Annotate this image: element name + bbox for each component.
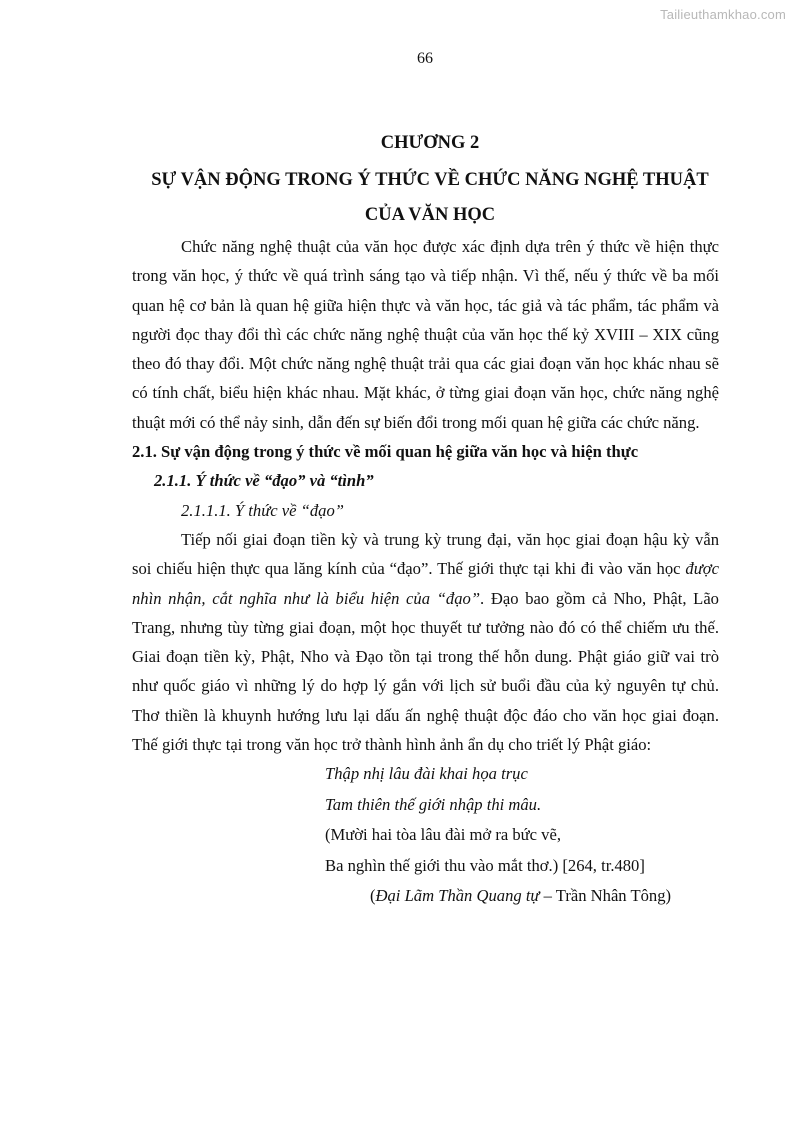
watermark: Tailieuthamkhao.com xyxy=(660,7,786,22)
attribution-author: – Trần Nhân Tông) xyxy=(539,886,672,906)
body-paragraph xyxy=(132,525,719,759)
attribution-paren: ( xyxy=(370,886,376,906)
poem-quotation xyxy=(132,759,719,912)
body-paragraph-text: . Đạo bao gồm cả Nho, Phật, Lão Trang, nhưng tùy từng giai đoạn, một học thuyết tư tưởng nào đó có thể chiếm ưu thế. Giai đoạn tiền kỳ, Phật, Nho và Đạo tồn tại trong thế hỗn dung. Phật giáo giữ vai trò như quốc giáo vì những lý do hợp lý gắn với lịch sử buổi đầu của kỷ nguyên tự chủ. Thơ thiền là khuynh hướng lưu lại dấu ấn nghệ thuật độc đáo cho văn học giai đoạn. Thế giới thực tại trong văn học trở thành hình ảnh ẩn dụ cho triết lý Phật giáo: xyxy=(132,588,719,755)
chapter-title-line1: SỰ VẬN ĐỘNG TRONG Ý THỨC VỀ CHỨC NĂNG NGHỆ THUẬT xyxy=(151,170,709,190)
poem-line: Thập nhị lâu đài khai họa trục xyxy=(325,764,528,784)
poem-attribution xyxy=(325,881,719,912)
subsection-heading: 2.1.1. Ý thức về “đạo” và “tình” xyxy=(154,471,374,491)
body-paragraph-emphasis: được nhìn nhận, cắt nghĩa như là biểu hiện của “đạo” xyxy=(132,559,719,608)
chapter-number: CHƯƠNG 2 xyxy=(380,133,480,153)
attribution-title: Đại Lãm Thần Quang tự xyxy=(375,886,540,906)
page-number: 66 xyxy=(417,50,433,67)
poem-translation-line: Ba nghìn thế giới thu vào mắt thơ.) [264, tr.480] xyxy=(325,855,645,875)
poem-line: Tam thiên thế giới nhập thi mâu. xyxy=(325,794,542,814)
poem-translation-line: (Mười hai tòa lâu đài mở ra bức vẽ, xyxy=(325,825,561,845)
document-body xyxy=(132,232,719,912)
intro-paragraph: Chức năng nghệ thuật của văn học được xác định dựa trên ý thức về hiện thực trong văn học, ý thức về quá trình sáng tạo và tiếp nhận. Vì thế, nếu ý thức về ba mối quan hệ cơ bản là quan hệ giữa hiện thực và văn học, tác giả và tác phẩm, tác phẩm và người đọc thay đổi thì các chức năng nghệ thuật của văn học thế kỷ XVIII – XIX cũng theo đó thay đổi. Một chức năng nghệ thuật trải qua các giai đoạn văn học khác nhau sẽ có tính chất, biểu hiện khác nhau. Mặt khác, ở từng giai đoạn văn học, chức năng nghệ thuật mới có thể nảy sinh, dẫn đến sự biến đổi trong mối quan hệ giữa các chức năng. xyxy=(132,237,719,432)
chapter-title-line2: CỦA VĂN HỌC xyxy=(364,205,496,225)
body-paragraph-text: Tiếp nối giai đoạn tiền kỳ và trung kỳ trung đại, văn học giai đoạn hậu kỳ vẫn soi chiếu hiện thực qua lăng kính của “đạo”. Thế giới thực tại khi đi vào văn học xyxy=(132,529,719,579)
subsubsection-heading: 2.1.1.1. Ý thức về “đạo” xyxy=(181,500,345,520)
section-heading: 2.1. Sự vận động trong ý thức về mối quan hệ giữa văn học và hiện thực xyxy=(132,442,639,462)
